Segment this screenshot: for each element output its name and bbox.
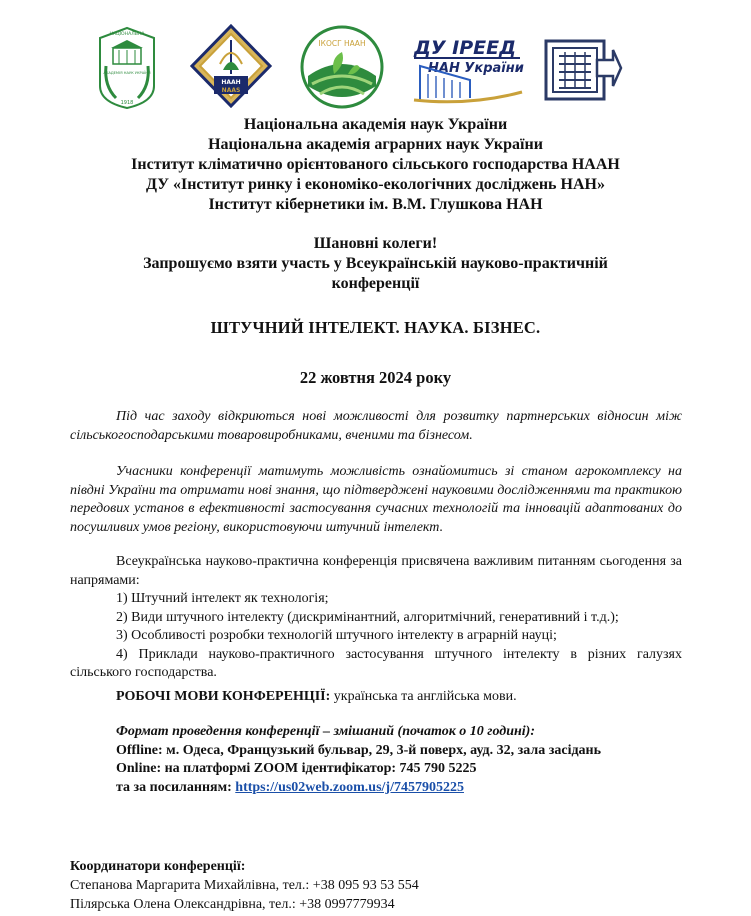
format-link-line xyxy=(116,779,601,798)
format-online: Online: на платформі ZOOM ідентифікатор: 745 790 5225 xyxy=(116,761,477,776)
invite-line-1: Запрошуємо взяти участь у Всеукраїнській науково-практичній xyxy=(143,255,608,272)
org-cybernetics: Інститут кібернетики ім. В.М. Глушкова НАН xyxy=(208,196,543,213)
cybernetics-institute-logo xyxy=(543,38,623,102)
list-item: 3) Особливості розробки технологій штучного інтелекту в аграрній науці; xyxy=(116,628,557,643)
coordinator-contact: Пілярська Олена Олександрівна, тел.: +38 0997779934 xyxy=(70,897,395,912)
svg-text:NAAS: NAAS xyxy=(221,87,241,94)
org-naas: Національна академія аграрних наук України xyxy=(208,136,543,153)
topics-intro-paragraph: Всеукраїнська науково-практична конференція присвячена важливим питанням сьогодення за напрямами: xyxy=(70,554,682,588)
format-offline: Offline: м. Одеса, Французький бульвар, 29, 3-й поверх, ауд. 32, зала засідань xyxy=(116,742,602,758)
logo-strip xyxy=(0,22,751,114)
list-item: 4) Приклади науково-практичного застосування штучного інтелекту в різних галузях сільського господарства. xyxy=(70,646,682,680)
list-item: 1) Штучний інтелект як технологія; xyxy=(116,591,329,606)
languages-value: українська та англійська мови. xyxy=(330,689,517,704)
languages-line xyxy=(116,689,517,705)
org-nas: Національна академія наук України xyxy=(243,116,508,133)
coordinator-contact: Степанова Маргарита Михайлівна, тел.: +38 095 93 53 554 xyxy=(70,878,419,893)
svg-text:ІКОСГ НААН: ІКОСГ НААН xyxy=(318,39,366,48)
coordinators-heading: Координатори конференції: xyxy=(70,859,246,874)
svg-text:1918: 1918 xyxy=(120,100,134,106)
invite-line-2: конференції xyxy=(331,275,420,292)
nas-ukraine-logo xyxy=(96,26,158,110)
intro-paragraph: Під час заходу відкриються нові можливості для розвитку партнерських відносин між сільськогосподарськими товаровиробниками, вченими та бізнесом. xyxy=(70,409,682,443)
format-block xyxy=(116,723,601,797)
list-item: 2) Види штучного інтелекту (дискримінантний, алгоритмічний, генеративний і т.д.); xyxy=(116,609,619,625)
svg-text:НАЦІОНАЛЬНА: НАЦІОНАЛЬНА xyxy=(109,32,145,37)
svg-text:НАН України: НАН України xyxy=(428,61,524,76)
greeting-block xyxy=(0,234,751,294)
organizations-block xyxy=(0,115,751,215)
coordinators-block xyxy=(70,857,419,914)
icsa-logo xyxy=(300,24,384,110)
salutation: Шановні колеги! xyxy=(313,235,438,252)
conference-title: ШТУЧНИЙ ІНТЕЛЕКТ. НАУКА. БІЗНЕС. xyxy=(210,318,541,337)
conference-date: 22 жовтня 2024 року xyxy=(299,368,452,387)
link-prefix: та за посиланням: xyxy=(116,779,236,795)
ireed-logo xyxy=(410,36,526,112)
zoom-link[interactable]: https://us02web.zoom.us/j/7457905225 xyxy=(235,779,464,795)
topics-list xyxy=(70,590,682,683)
svg-text:АКАДЕМІЯ НАУК УКРАЇНИ: АКАДЕМІЯ НАУК УКРАЇНИ xyxy=(103,71,151,75)
participants-paragraph: Учасники конференції матимуть можливість ознайомитись зі станом агрокомплексу на півдні України та отримати нові знання, що підтверджені науковими дослідженнями та практикою передових установ в ефективності застосування сучасних технологій та інновацій адаптованих до посушливих умов регіону, використовуючи штучний інтелект. xyxy=(70,464,682,535)
svg-text:НААН: НААН xyxy=(221,79,241,86)
svg-text:ДУ ІРЕЕД: ДУ ІРЕЕД xyxy=(414,37,517,59)
naas-logo xyxy=(190,24,272,108)
languages-label: РОБОЧІ МОВИ КОНФЕРЕНЦІЇ: xyxy=(116,689,331,704)
org-ireed: ДУ «Інститут ринку і економіко-екологічних досліджень НАН» xyxy=(146,176,605,193)
org-icsa: Інститут кліматично орієнтованого сільського господарства НААН xyxy=(131,156,620,173)
format-heading: Формат проведення конференції – змішаний (початок о 10 годині): xyxy=(116,724,535,739)
